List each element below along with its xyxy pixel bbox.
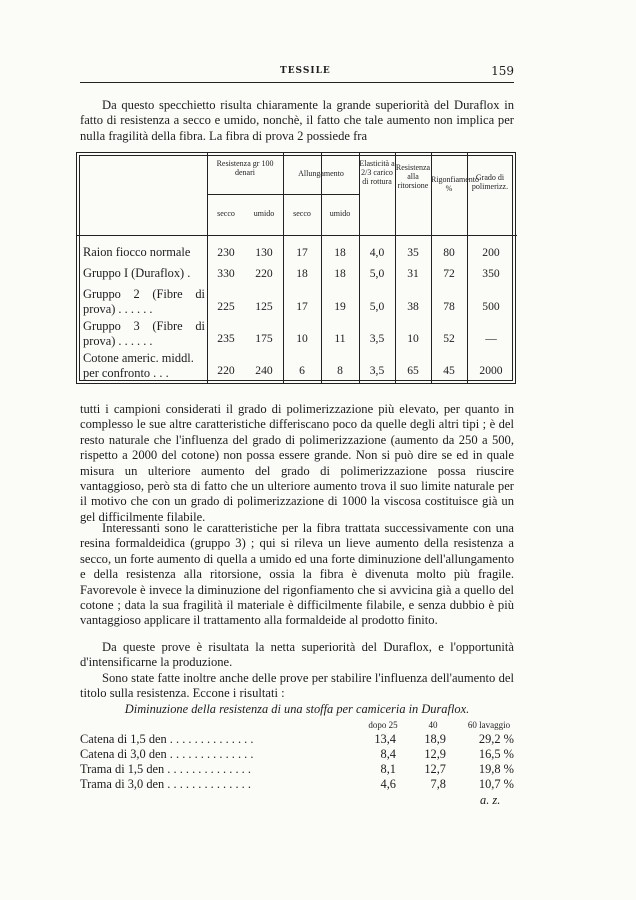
- table-cell: 2000: [479, 364, 503, 377]
- header-resistenza: Resistenza gr 100 denari: [216, 159, 274, 177]
- table-cell: 18: [296, 267, 308, 280]
- results-cell: 8,1: [380, 762, 396, 776]
- table-cell: 45: [443, 364, 455, 377]
- table-cell: 175: [255, 332, 273, 345]
- results-cell: 13,4: [374, 732, 396, 746]
- row-label: Raion fiocco normale: [83, 245, 191, 259]
- results-cell: 4,6: [380, 777, 396, 791]
- table-cell: 3,5: [369, 364, 385, 377]
- row-label: Cotone americ. middl. per confronto . . .: [83, 351, 194, 380]
- table-cell: 5,0: [369, 300, 385, 313]
- results-cell: 12,9: [424, 747, 446, 761]
- header-umido: umido: [329, 209, 351, 218]
- table-cell: 17: [296, 246, 308, 259]
- header-rigonfiamento: Rigonfiamento %: [431, 175, 479, 193]
- results-row-label: Trama di 3,0 den . . . . . . . . . . . . . .: [80, 777, 251, 791]
- table-cell: 220: [217, 364, 235, 377]
- row-label: Gruppo 3 (Fibre di prova) . . . . . .: [83, 319, 205, 348]
- table-cell: 18: [334, 267, 346, 280]
- table-cell: 8: [337, 364, 343, 377]
- table-cell: 19: [334, 300, 346, 313]
- table-cell: 500: [482, 300, 500, 313]
- table-cell: 125: [255, 300, 273, 313]
- results-cell: 18,9: [424, 732, 446, 746]
- table-cell: 200: [482, 246, 500, 259]
- page-number: 159: [491, 64, 514, 78]
- header-polimerizzazione: Grado di polimerizz.: [471, 173, 509, 191]
- table-cell: 17: [296, 300, 308, 313]
- table-cell: 225: [217, 300, 235, 313]
- paragraph-intro: Da questo specchietto risulta chiaramente la grande superiorità del Duraflox in fatto di resistenza a secco e umido, nonchè, il fatto che tale aumento non implica per nulla fragilità della fibra. La fibra di prova 2 possiede fra: [80, 98, 514, 143]
- row-label: Gruppo I (Duraflox) .: [83, 266, 191, 280]
- table-cell: 5,0: [369, 267, 385, 280]
- results-cell: 8,4: [380, 747, 396, 761]
- table-cell: 10: [296, 332, 308, 345]
- table-cell: 3,5: [369, 332, 385, 345]
- table-cell: 10: [407, 332, 419, 345]
- paragraph-body-1: tutti i campioni considerati il grado di polimerizzazione più elevato, per quanto in complesso le sue altre caratteristiche differiscano poco da quelle degli altri tipi ; è del resto naturale che l'influenza del grado di polimerizzazione (aumento da 250 a 500, rispetto a 2000 del cotone) non possa essere grande. Non si può dire se ed in quale misura un ulteriore aumento del grado di polimerizzazione possa riuscire vantaggioso, però sta di fatto che un ulteriore aumento trova il suo limite naturale per il motivo che con un grado di polimerizzazione di 1000 la viscosa costituisce già un gel difficilmente filabile.: [80, 402, 514, 524]
- properties-table: [76, 152, 516, 384]
- results-cell: 10,7 %: [478, 777, 514, 791]
- header-resistenza-torsione: Resistenza alla ritorsione: [395, 163, 431, 190]
- results-cell: 7,8: [430, 777, 446, 791]
- table-cell: 18: [334, 246, 346, 259]
- table-cell: 80: [443, 246, 455, 259]
- running-title: TESSILE: [280, 66, 331, 76]
- table-cell: 31: [407, 267, 419, 280]
- table-cell: 240: [255, 364, 273, 377]
- table-cell: —: [485, 332, 497, 345]
- table-cell: 230: [217, 246, 235, 259]
- table-header-rule: [77, 235, 517, 236]
- header-secco: secco: [293, 209, 311, 218]
- table-cell: 72: [443, 267, 455, 280]
- header-rule: [80, 82, 514, 83]
- header-allungamento: Allungamento: [298, 169, 344, 178]
- results-row-label: Trama di 1,5 den . . . . . . . . . . . . . .: [80, 762, 251, 776]
- table-cell: 52: [443, 332, 455, 345]
- author-initials: a. z.: [480, 793, 501, 807]
- table-cell: 350: [482, 267, 500, 280]
- table-cell: 65: [407, 364, 419, 377]
- column-header: 40: [428, 720, 438, 730]
- results-row-label: Catena di 3,0 den . . . . . . . . . . . . . .: [80, 747, 254, 761]
- results-cell: 16,5 %: [478, 747, 514, 761]
- header-elasticita: Elasticità a 2/3 carico di rottura: [359, 159, 395, 186]
- table-cell: 11: [334, 332, 346, 345]
- header-secco: secco: [217, 209, 235, 218]
- row-label: Gruppo 2 (Fibre di prova) . . . . . .: [83, 287, 205, 316]
- column-header: dopo 25: [368, 720, 398, 730]
- table-cell: 6: [299, 364, 305, 377]
- table-cell: 130: [255, 246, 273, 259]
- table-cell: 4,0: [369, 246, 385, 259]
- paragraph-body-4: Sono state fatte inoltre anche delle prove per stabilire l'influenza dell'aumento del titolo sulla resistenza. Eccone i risultati :: [80, 671, 514, 701]
- table-cell: 330: [217, 267, 235, 280]
- paragraph-body-2: Interessanti sono le caratteristiche per la fibra trattata successivamente con una resina formaldeidica (gruppo 3) ; qui si rileva un lieve aumento della resistenza a secco, un forte aumento di quella a umido ed una forte diminuzione dell'allungamento e della resistenza alla ritorsione, ossia la fibra è divenuta molto più fragile. Favorevole è invece la diminuzione del rigonfiamento che si avvicina già a quello del cotone ; data la sua fragilità il materiale è difficilmente filabile, e senza dubbio è più vantaggioso applicare il trattamento alla formaldeide al prodotto finito.: [80, 521, 514, 628]
- table-cell: 35: [407, 246, 419, 259]
- results-cell: 19,8 %: [478, 762, 514, 776]
- header-umido: umido: [253, 209, 275, 218]
- results-cell: 29,2 %: [478, 732, 514, 746]
- results-cell: 12,7: [424, 762, 446, 776]
- table-subheader-rule: [207, 194, 359, 195]
- page-header: [80, 64, 514, 84]
- column-header: 60 lavaggio: [467, 720, 511, 730]
- table-cell: 235: [217, 332, 235, 345]
- results-caption: Diminuzione della resistenza di una stoffa per camiceria in Duraflox.: [124, 702, 470, 716]
- table-cell: 220: [255, 267, 273, 280]
- table-cell: 38: [407, 300, 419, 313]
- table-cell: 78: [443, 300, 455, 313]
- paragraph-body-3: Da queste prove è risultata la netta superiorità del Duraflox, e l'opportunità d'intensificarne la produzione.: [80, 640, 514, 670]
- results-row-label: Catena di 1,5 den . . . . . . . . . . . . . .: [80, 732, 254, 746]
